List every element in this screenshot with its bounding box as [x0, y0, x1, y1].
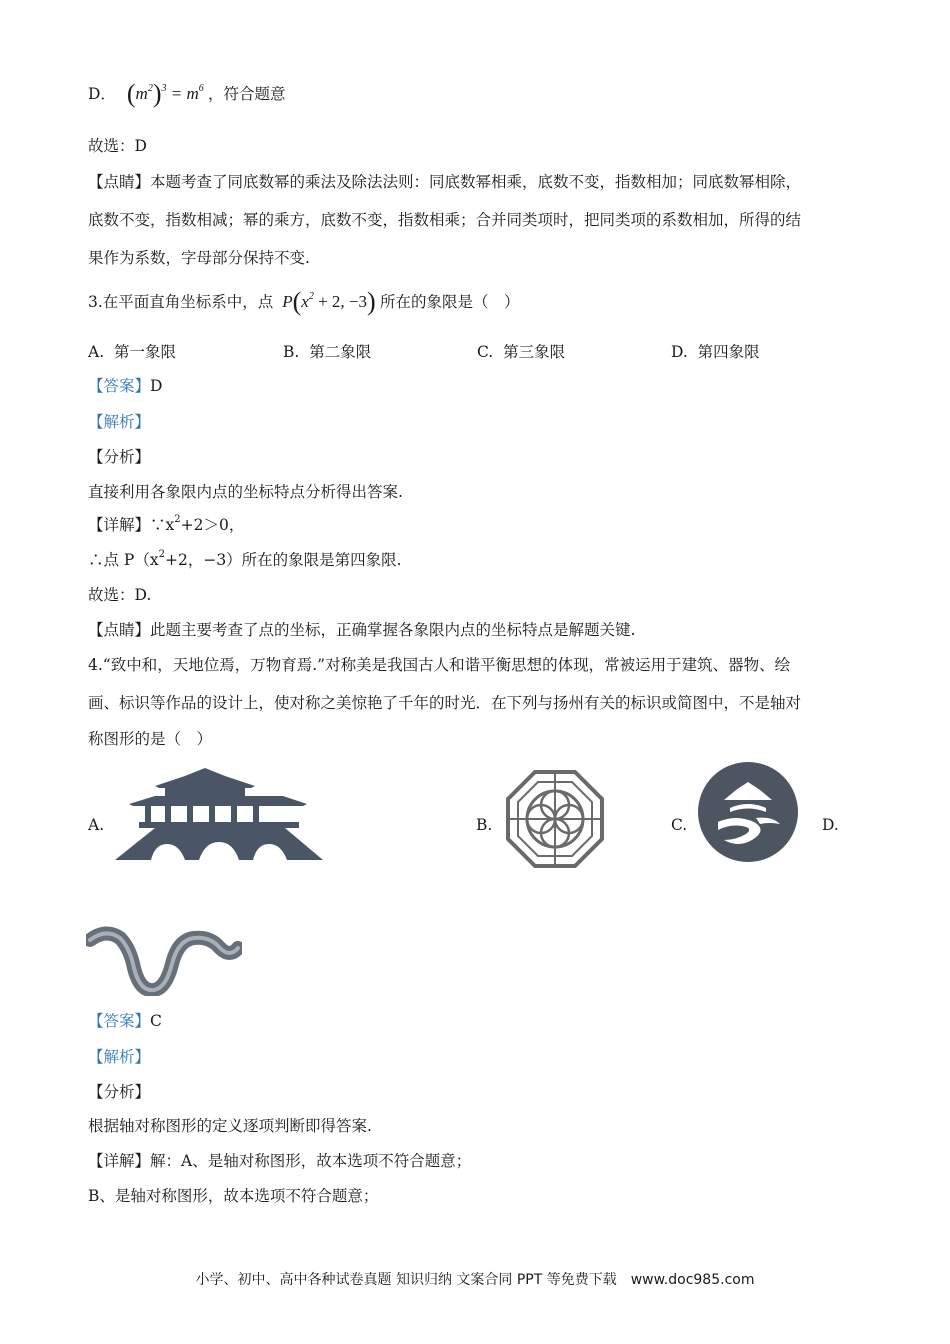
q4-detail-1: 【详解】解：A、是轴对称图形，故本选项不符合题意； — [88, 1152, 472, 1170]
q4-answer: 【答案】C — [88, 1012, 162, 1030]
q3-detail-2: ∴点 $P(x^2+2$，−3）所在的象限是第四象限. — [88, 549, 402, 569]
q4-fenxi-label: 【分析】 — [88, 1083, 151, 1101]
q3-option-a: A. 第一象限 — [88, 343, 176, 361]
comment-line-1: 【点睛】本题考查了同底数幂的乘法及除法法则：同底数幂相乘，底数不变，指数相加；同底数幂相除， — [88, 173, 802, 191]
question-4-line-3: 称图形的是（ ） — [88, 730, 213, 748]
pavilion-bridge-figure — [115, 766, 323, 860]
round-emblem-figure — [696, 760, 800, 864]
choice-line: 故选：D — [88, 137, 147, 155]
page-footer: 小学、初中、高中各种试卷真题 知识归纳 文案合同 PPT 等免费下载 www.doc985.com — [195, 1272, 755, 1288]
comment-line-3: 果作为系数，字母部分保持不变. — [88, 249, 310, 267]
q3-option-d: D. 第四象限 — [671, 343, 760, 361]
option-d-line: D． $(m^2)^3 = m^6$ ，符合题意 — [88, 79, 286, 108]
q3-detail-1: 【详解】$\because x^2+2>0$， — [88, 514, 245, 534]
q3-analysis-label: 【解析】 — [88, 413, 151, 431]
q3-fenxi: 直接利用各象限内点的坐标特点分析得出答案. — [88, 483, 403, 501]
q4-option-a-label: A. — [88, 816, 105, 834]
q3-option-c: C. 第三象限 — [477, 343, 566, 361]
q3-fenxi-label: 【分析】 — [88, 448, 151, 466]
q4-detail-2: B、是轴对称图形，故本选项不符合题意； — [88, 1187, 379, 1205]
lattice-window-figure — [506, 770, 604, 868]
question-4-line-2: 画、标识等作品的设计上，使对称之美惊艳了千年的时光．在下列与扬州有关的标识或简图中，不是轴对 — [88, 694, 802, 712]
q4-option-d-label: D. — [822, 816, 839, 834]
question-3: 3.在平面直角坐标系中，点 $P(x^2 + 2$, −3) 所在的象限是（ ） — [88, 287, 520, 316]
comment-line-2: 底数不变，指数相减；幂的乘方，底数不变，指数相乘；合并同类项时，把同类项的系数相加，所得的结 — [88, 211, 802, 229]
math-expression: $(m^2)^3 = m^6$ — [126, 79, 204, 108]
wavy-river-figure — [86, 918, 242, 996]
q3-choice: 故选：D. — [88, 586, 152, 604]
q4-fenxi: 根据轴对称图形的定义逐项判断即得答案. — [88, 1117, 372, 1135]
point-expression: $P(x^2 + 2$, −3) — [282, 287, 376, 316]
q3-option-b: B. 第二象限 — [283, 343, 372, 361]
question-4-line-1: 4.“致中和，天地位焉，万物育焉.”对称美是我国古人和谐平衡思想的体现，常被运用于建筑、器物、绘 — [88, 656, 791, 674]
q4-option-b-label: B. — [476, 816, 493, 834]
q4-option-c-label: C. — [671, 816, 688, 834]
q3-answer: 【答案】D — [88, 377, 163, 395]
q3-comment: 【点睛】此题主要考查了点的坐标，正确掌握各象限内点的坐标特点是解题关键. — [88, 621, 636, 639]
q4-analysis-label: 【解析】 — [88, 1048, 151, 1066]
